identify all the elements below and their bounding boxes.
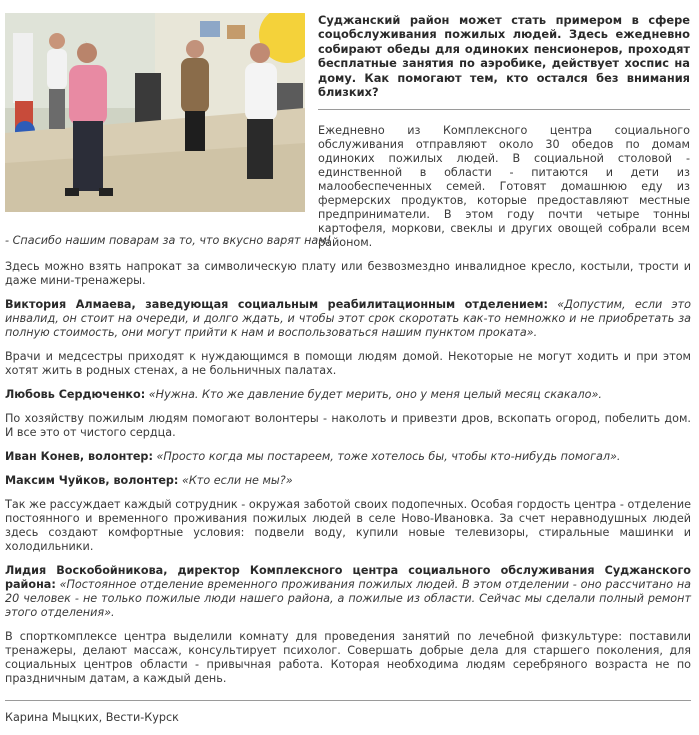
quote-chuykov: «Кто если не мы?»: [181, 474, 293, 487]
quote-voskoboynikova: «Постоянное отделение временного проживания пожилых людей. В этом отделении - оно рассчитано на 20 человек - не только пожилые люди нашего района, а пожилые из области. Сейчас мы сделали полный ремонт этого отделения».: [5, 578, 691, 619]
quote-block-almaeva: [5, 298, 691, 340]
speaker-chuykov: Максим Чуйков, волонтер:: [5, 474, 179, 487]
quote-block-voskoboynikova: [5, 564, 691, 620]
article-lead: Суджанский район может стать примером в сфере соцобслуживания пожилых людей. Здесь ежедневно собирают обеды для одиноких пенсионеров, проходят бесплатные занятия по аэробике, действует хоспис на дому. Как помогают тем, кто остался без внимания близких?: [318, 13, 690, 100]
quote-almaeva: «Допустим, если это инвалид, он стоит на очереди, и долго ждать, и чтобы этот срок скоротать как-то немножко и не приобретать за полную стоимость, они могут прийти к нам и воспользоваться нашим пунктом проката».: [5, 298, 691, 339]
signature: Карина Мыцких, Вести-Курск: [5, 711, 179, 724]
intro-paragraph: Ежедневно из Комплексного центра социального обслуживания отправляют около 30 обедов по домам одиноких пожилых людей. В социальной столовой - единственной в области - питаются и дети из малообеспеченных семей. Готовят домашнюю еду из фермерских продуктов, которые предоставляют местные предприниматели. В этом году почти четыре тонны картофеля, моркови, свеклы и других овощей собрали всем районом.: [318, 124, 690, 250]
aerobics-class-photo: [5, 13, 305, 212]
quote-konev: «Просто когда мы постареем, тоже хотелось бы, чтобы кто-нибудь помогал».: [156, 450, 621, 463]
paragraph-volunteers: По хозяйству пожилым людям помогают волонтеры - наколоть и привезти дров, вскопать огород, побелить дом. И все это от чистого сердца.: [5, 412, 691, 439]
article-photo: [5, 13, 305, 212]
quote-block-konev: [5, 450, 691, 464]
paragraph-rent: Здесь можно взять напрокат за символическую плату или безвозмездно инвалидное кресло, костыли, трости и даже мини-тренажеры.: [5, 260, 691, 287]
speaker-voskoboynikova: Лидия Воскобойникова, директор Комплексного центра социального обслуживания Суджанского района:: [5, 564, 691, 591]
speaker-almaeva: Виктория Алмаева, заведующая социальным реабилитационным отделением:: [5, 298, 548, 311]
article-body: [5, 234, 691, 735]
paragraph-sport: В спорткомплексе центра выделили комнату для проведения занятий по лечебной физкультуре: поставили тренажеры, делают массаж, консультирует психолог. Совершать добрые дела для старшего поколения, для социальных центров области - привычная работа. Которая необходима людям серебряного возраста не по праздничным датам, а каждый день.: [5, 630, 691, 685]
quote-cooks: - Спасибо нашим поварам за то, что вкусно варят нам!: [5, 234, 332, 247]
signature-divider: [5, 700, 691, 701]
divider: [318, 109, 690, 110]
paragraph-staff: Так же рассуждает каждый сотрудник - окружая заботой своих подопечных. Особая гордость центра - отделение постоянного и временного проживания пожилых людей в селе Ново-Ивановка. За счет неравнодушных людей здесь создают комфортные условия: подвели воду, купили новые телевизоры, стиральные машинки и холодильники.: [5, 498, 691, 553]
speaker-konev: Иван Конев, волонтер:: [5, 450, 153, 463]
quote-serdyuchenko: «Нужна. Кто же давление будет мерить, оно у меня целый месяц скакало».: [148, 388, 602, 401]
lead-column: [318, 13, 690, 250]
speaker-serdyuchenko: Любовь Сердюченко:: [5, 388, 146, 401]
paragraph-doctors: Врачи и медсестры приходят к нуждающимся в помощи людям домой. Некоторые не могут ходить и при этом хотят жить в родных стенах, а не больничных палатах.: [5, 350, 691, 377]
quote-block-serdyuchenko: [5, 388, 691, 402]
quote-block-chuykov: [5, 474, 691, 488]
